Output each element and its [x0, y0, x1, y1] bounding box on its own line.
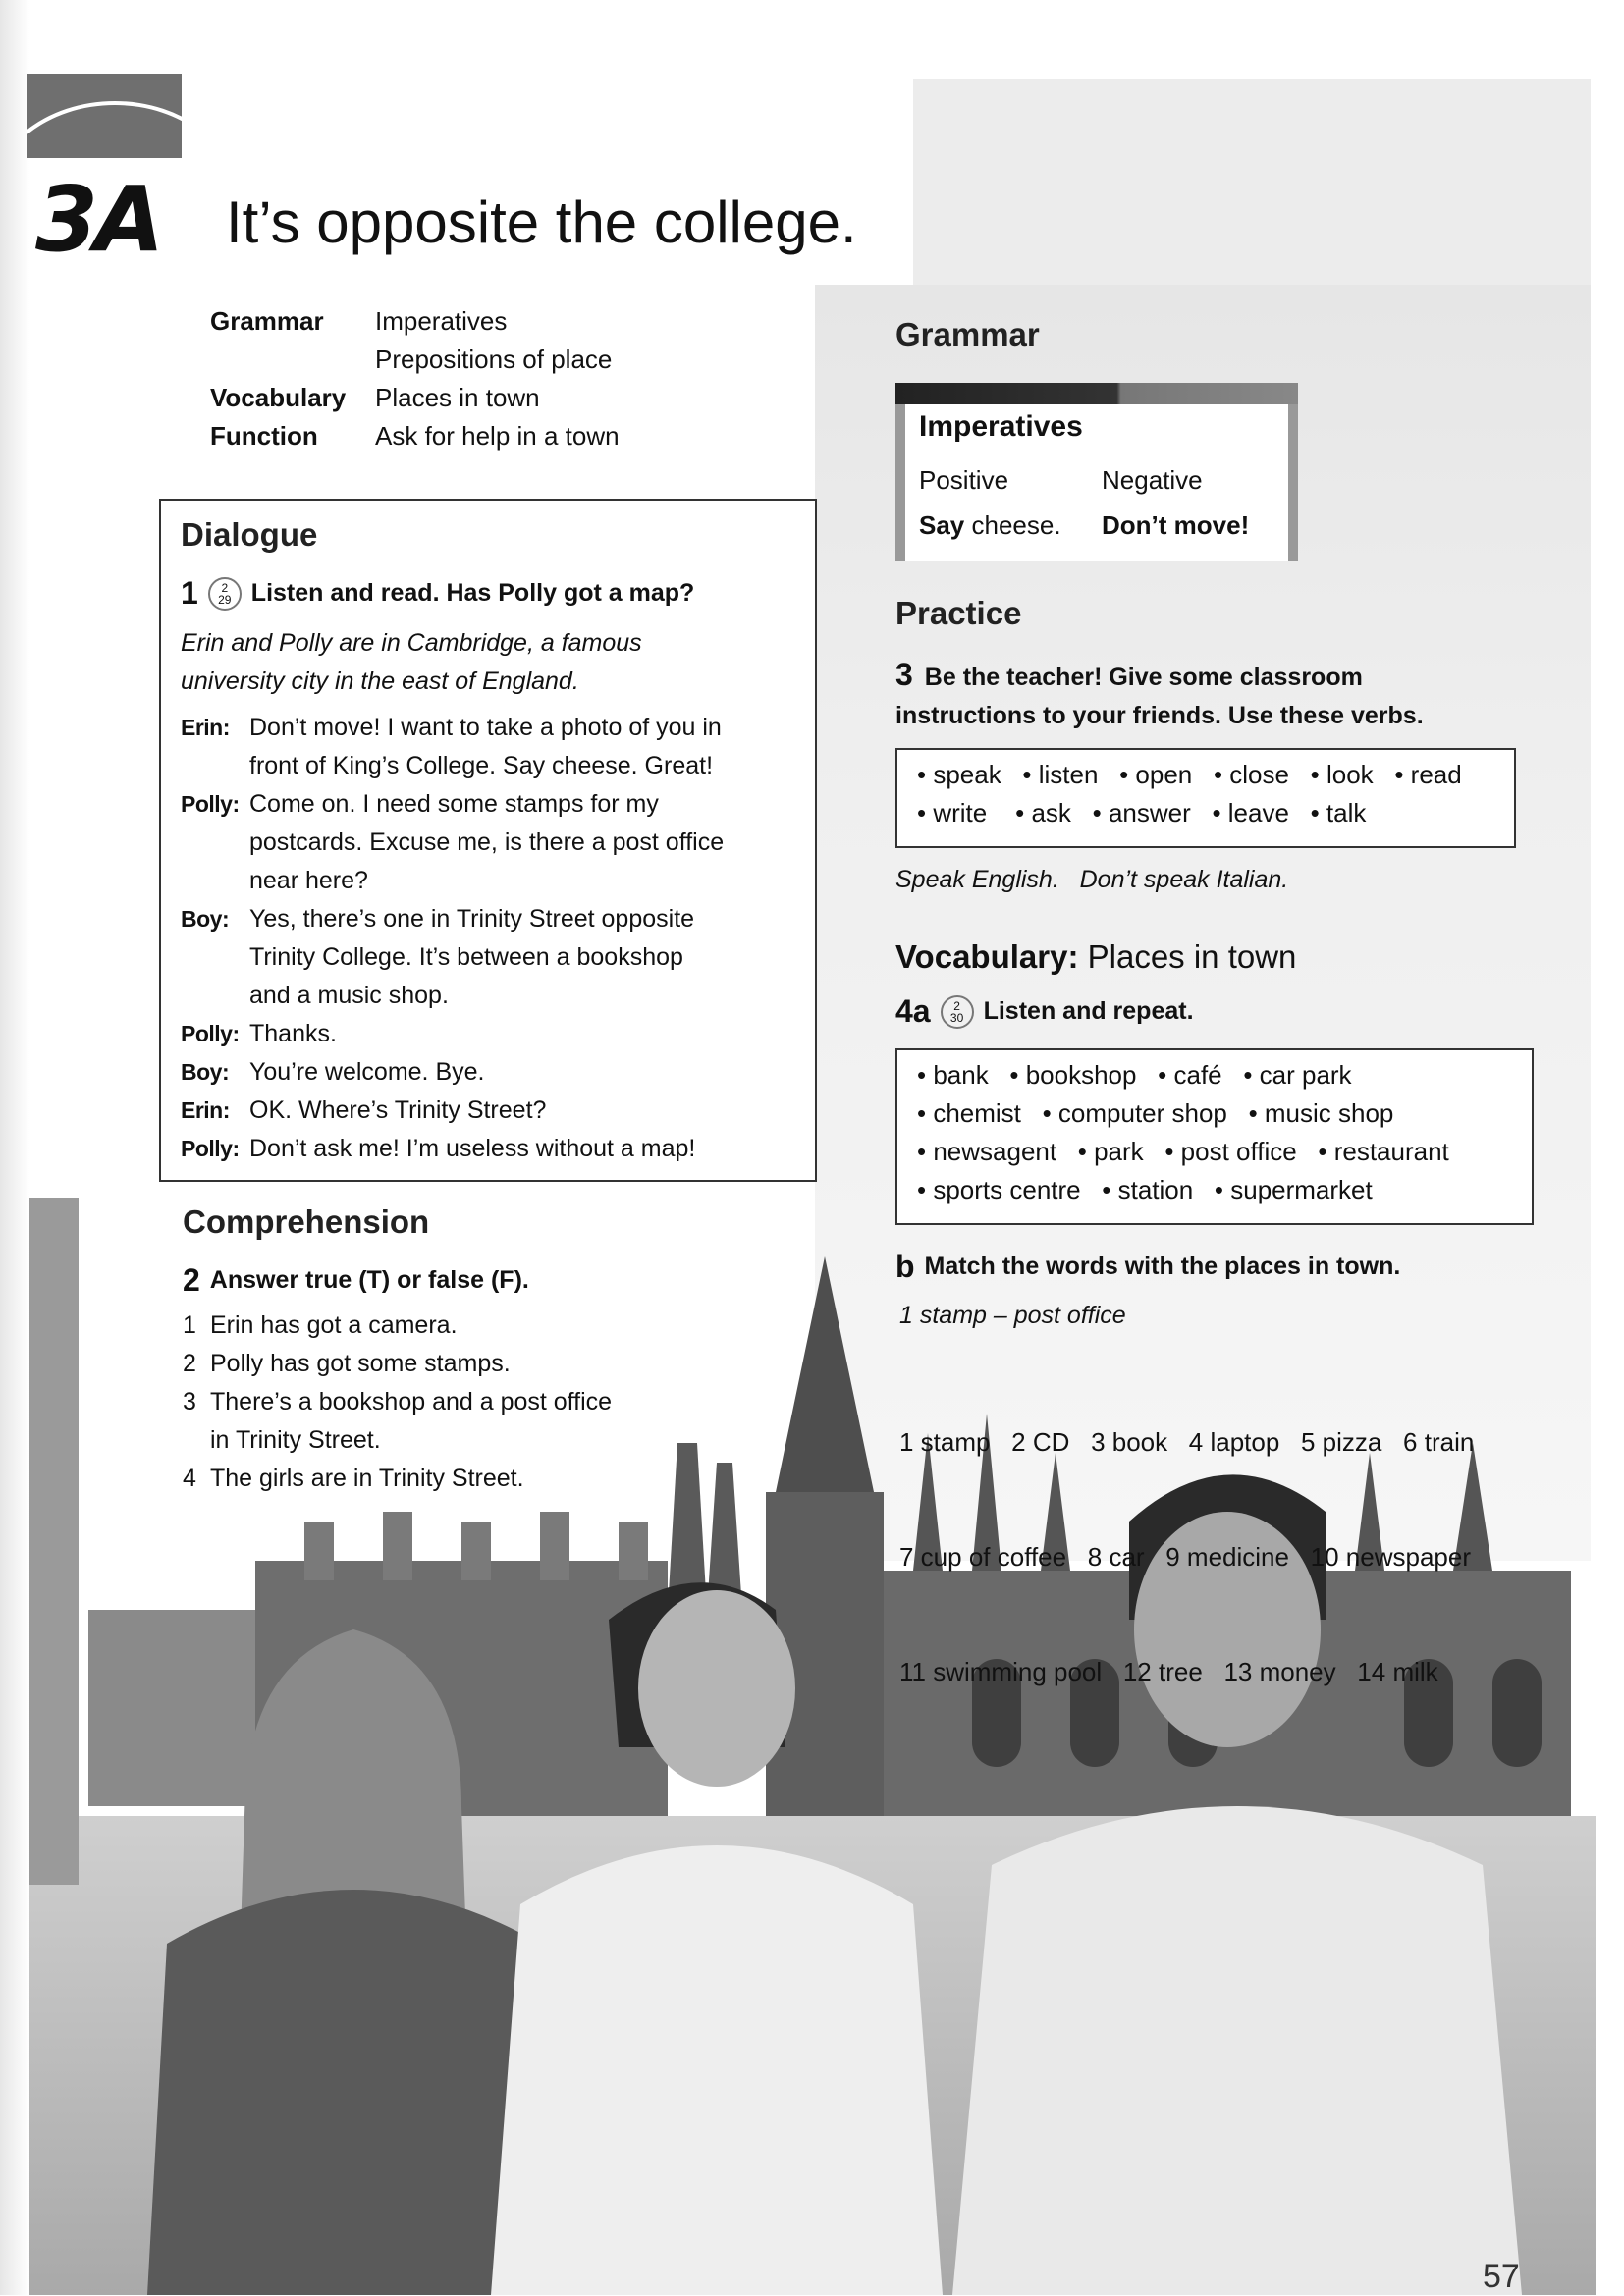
speaker: Polly:	[181, 791, 240, 817]
page-title: It’s opposite the college.	[226, 189, 857, 255]
verbs-row	[917, 756, 1494, 794]
dialogue-task	[181, 575, 694, 612]
lesson-objectives	[210, 302, 620, 455]
comprehension-section	[183, 1203, 821, 1498]
left-building	[29, 1198, 79, 1885]
place-word: • bookshop	[1009, 1060, 1136, 1090]
line-text: near here?	[249, 867, 368, 894]
speaker	[181, 862, 249, 900]
item-text: Polly has got some stamps.	[210, 1350, 511, 1377]
objective-value: Prepositions of place	[375, 345, 613, 374]
speaker	[181, 747, 249, 785]
line-text: Don’t move! I want to take a photo of you in	[249, 714, 722, 741]
cd-track-icon	[208, 577, 242, 611]
line-text: OK. Where’s Trinity Street?	[249, 1096, 547, 1124]
places-row	[917, 1056, 1512, 1095]
grammar-box	[895, 383, 1298, 561]
list-item	[183, 1460, 821, 1498]
line-text: and a music shop.	[249, 982, 449, 1009]
item-number: 2	[183, 1350, 196, 1377]
list-item	[183, 1421, 821, 1460]
place-word: • supermarket	[1215, 1175, 1373, 1204]
verb: • ask	[1015, 798, 1071, 828]
speaker: Boy:	[181, 1059, 230, 1085]
objective-key: Function	[210, 421, 318, 451]
example-rest: cheese.	[964, 510, 1061, 540]
unit-number: 3A	[35, 167, 161, 272]
item-text: The girls are in Trinity Street.	[210, 1465, 524, 1492]
verb: • read	[1394, 760, 1461, 789]
item-text: There’s a bookshop and a post office	[210, 1388, 613, 1415]
dialogue-line	[181, 1015, 809, 1053]
item-text: Erin has got a camera.	[210, 1311, 458, 1339]
verbs-box	[895, 748, 1516, 848]
dialogue-line	[181, 785, 809, 824]
dialogue-line	[181, 824, 809, 862]
negative-example: Don’t move!	[1102, 510, 1250, 540]
match-line: 11 swimming pool 12 tree 13 money 14 milk	[899, 1657, 1438, 1686]
place-word: • newsagent	[917, 1137, 1056, 1166]
places-box	[895, 1048, 1534, 1225]
speaker	[181, 824, 249, 862]
task-number: 2	[183, 1262, 200, 1298]
grammar-heading: Grammar	[895, 316, 1040, 352]
line-text: Don’t ask me! I’m useless without a map!	[249, 1135, 696, 1162]
dialogue-line	[181, 1092, 809, 1130]
place-word: • chemist	[917, 1098, 1021, 1128]
task-number: b	[895, 1249, 915, 1284]
objective-value: Imperatives	[375, 306, 508, 336]
item-number: 3	[183, 1388, 196, 1415]
speaker: Boy:	[181, 906, 230, 932]
negative-heading: Negative	[1102, 465, 1203, 495]
comprehension-task	[183, 1262, 821, 1299]
line-text: Come on. I need some stamps for my	[249, 790, 659, 818]
cd-number: 2	[221, 580, 229, 595]
verb: • talk	[1311, 798, 1367, 828]
page-number: 57	[1483, 2258, 1520, 2295]
place-word: • music shop	[1249, 1098, 1394, 1128]
dialogue-box	[159, 499, 817, 1182]
dialogue-intro	[181, 624, 809, 701]
grammar-box-title: Imperatives	[919, 410, 1083, 443]
practice-example: Speak English. Don’t speak Italian.	[895, 866, 1289, 893]
place-word: • car park	[1243, 1060, 1351, 1090]
verbs-row	[917, 794, 1494, 832]
verb: • look	[1311, 760, 1374, 789]
place-word: • station	[1102, 1175, 1193, 1204]
objective-row	[210, 379, 620, 417]
dialogue-line	[181, 1053, 809, 1092]
list-item	[183, 1383, 821, 1421]
speaker: Polly:	[181, 1021, 240, 1046]
example-verb: Say	[919, 510, 965, 540]
verb: • speak	[917, 760, 1001, 789]
track-number: 29	[218, 592, 232, 607]
list-item	[183, 1307, 821, 1345]
task-instruction: Be the teacher! Give some classroom	[924, 664, 1363, 691]
places-row	[917, 1171, 1512, 1209]
positive-heading: Positive	[919, 465, 1009, 495]
objective-value: Places in town	[375, 383, 540, 412]
place-word: • park	[1078, 1137, 1144, 1166]
practice-task	[895, 656, 1424, 735]
match-line: 7 cup of coffee 8 car 9 medicine 10 newspaper	[899, 1542, 1471, 1572]
vocabulary-task	[895, 993, 1194, 1030]
item-number: 4	[183, 1465, 196, 1492]
task-instruction: Answer true (T) or false (F).	[209, 1266, 529, 1294]
verb: • leave	[1212, 798, 1288, 828]
practice-heading: Practice	[895, 595, 1022, 631]
dialogue-lines	[181, 709, 809, 1168]
comprehension-heading: Comprehension	[183, 1203, 430, 1240]
faded-background-top	[913, 79, 1591, 294]
place-word: • sports centre	[917, 1175, 1081, 1204]
positive-example	[919, 510, 1061, 541]
dialogue-heading: Dialogue	[181, 516, 318, 553]
line-text: front of King’s College. Say cheese. Great!	[249, 752, 714, 779]
objective-key: Vocabulary	[210, 383, 347, 412]
place-word: • computer shop	[1043, 1098, 1227, 1128]
dialogue-line	[181, 862, 809, 900]
task-instruction: Match the words with the places in town.	[924, 1253, 1401, 1280]
item-number: 1	[183, 1311, 196, 1339]
grammar-box-bar	[895, 383, 1298, 404]
vocabulary-heading-rest: Places in town	[1078, 938, 1297, 975]
objective-key: Grammar	[210, 306, 324, 336]
objective-row	[210, 341, 620, 379]
verb: • open	[1119, 760, 1192, 789]
line-text: You’re welcome. Bye.	[249, 1058, 485, 1086]
dialogue-line	[181, 900, 809, 938]
line-text: Thanks.	[249, 1020, 337, 1047]
line-text: postcards. Excuse me, is there a post office	[249, 828, 725, 856]
place-word: • bank	[917, 1060, 989, 1090]
objective-value: Ask for help in a town	[375, 421, 620, 451]
speaker	[181, 977, 249, 1015]
task-instruction: Listen and repeat.	[983, 997, 1194, 1025]
place-word: • post office	[1164, 1137, 1296, 1166]
match-example: 1 stamp – post office	[899, 1302, 1126, 1329]
verb: • write	[917, 798, 987, 828]
track-number: 30	[949, 1010, 964, 1025]
dialogue-line	[181, 747, 809, 785]
task-number: 4a	[895, 993, 931, 1029]
match-task	[895, 1249, 1400, 1285]
verb: • listen	[1022, 760, 1098, 789]
cd-track-icon	[941, 995, 974, 1029]
dialogue-line	[181, 1130, 809, 1168]
task-instruction: Listen and read. Has Polly got a map?	[250, 579, 695, 607]
objective-row	[210, 417, 620, 455]
scan-edge-shadow	[0, 0, 29, 2295]
match-line: 1 stamp 2 CD 3 book 4 laptop 5 pizza 6 train	[899, 1427, 1475, 1457]
speaker: Erin:	[181, 1097, 230, 1123]
speaker: Polly:	[181, 1136, 240, 1161]
verb: • answer	[1093, 798, 1191, 828]
places-row	[917, 1133, 1512, 1171]
item-text: in Trinity Street.	[210, 1426, 381, 1454]
match-items	[899, 1347, 1474, 1730]
item-number	[183, 1421, 210, 1460]
task-number: 1	[181, 575, 198, 611]
line-text: Yes, there’s one in Trinity Street opposite	[249, 905, 695, 933]
line-text: Trinity College. It’s between a bookshop	[249, 943, 683, 971]
list-item	[183, 1345, 821, 1383]
intro-line: Erin and Polly are in Cambridge, a famous	[181, 629, 642, 657]
vocabulary-heading	[895, 938, 1296, 976]
place-word: • café	[1158, 1060, 1221, 1090]
speaker: Erin:	[181, 715, 230, 740]
dialogue-line	[181, 977, 809, 1015]
speaker	[181, 938, 249, 977]
task-number: 3	[895, 657, 913, 692]
objective-row	[210, 302, 620, 341]
unit-corner-tab	[27, 74, 182, 158]
dialogue-line	[181, 709, 809, 747]
places-row	[917, 1095, 1512, 1133]
dialogue-line	[181, 938, 809, 977]
objective-key	[210, 341, 375, 379]
place-word: • restaurant	[1318, 1137, 1448, 1166]
vocabulary-heading-bold: Vocabulary:	[895, 938, 1079, 975]
task-instruction: instructions to your friends. Use these verbs.	[895, 702, 1424, 729]
verb: • close	[1214, 760, 1289, 789]
cd-number: 2	[953, 998, 960, 1013]
comprehension-list	[183, 1307, 821, 1498]
corner-arc-decoration	[27, 101, 182, 158]
intro-line: university city in the east of England.	[181, 667, 579, 695]
